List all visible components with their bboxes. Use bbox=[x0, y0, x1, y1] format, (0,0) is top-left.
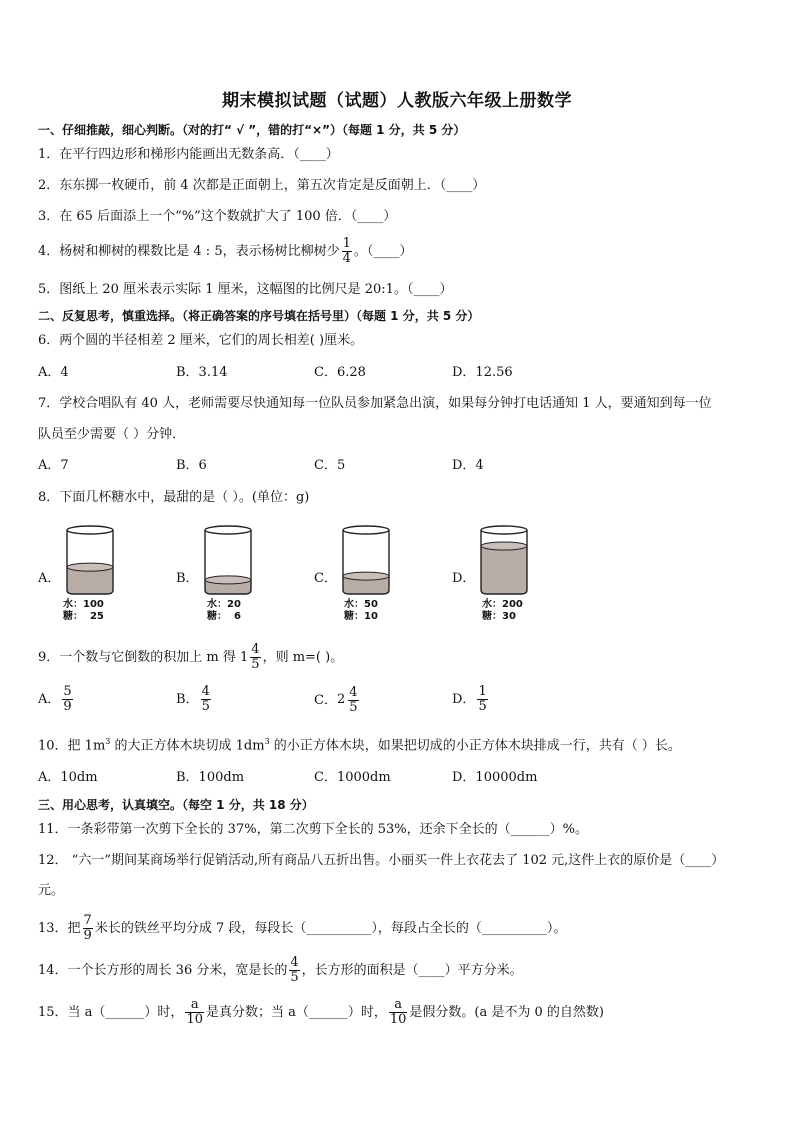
question-3: 3．在 65 后面添上一个“%”这个数就扩大了 100 倍．（____） bbox=[38, 209, 397, 224]
beaker-d bbox=[476, 524, 534, 600]
question-12-line-2: 元。 bbox=[38, 883, 65, 898]
liquid-surface bbox=[205, 576, 251, 584]
q9-option-d: D． $\frac{1}{5}$ bbox=[452, 684, 487, 714]
fraction: $\frac{a}{10}$ bbox=[186, 997, 203, 1027]
question-12-line-1: 12． “六一”期间某商场举行促销活动,所有商品八五折出售。小丽买一件上衣花去了 102 元,这件上衣的原价是（____） bbox=[38, 853, 725, 868]
beaker-rim bbox=[481, 526, 527, 534]
q9-option-a: A． $\frac{5}{9}$ bbox=[38, 684, 72, 714]
cup-b-label: B． bbox=[176, 571, 199, 586]
q10-option-b: B．100dm bbox=[176, 770, 245, 785]
question-8: 8．下面几杯糖水中，最甜的是（ ）。(单位：g) bbox=[38, 490, 310, 505]
beaker-c bbox=[338, 524, 396, 600]
fraction: $\frac{1}{4}$ bbox=[342, 236, 351, 266]
question-14: 14．一个长方形的周长 36 分米，宽是长的 $\frac{4}{5}$ ，长方形的面积是（____）平方分米。 bbox=[38, 955, 523, 985]
beaker-rim bbox=[67, 526, 113, 534]
cup-d-label: D． bbox=[452, 571, 476, 586]
question-11: 11．一条彩带第一次剪下全长的 37%，第二次剪下全长的 53%，还余下全长的（______）%。 bbox=[38, 822, 588, 837]
fraction: $\frac{4}{5}$ bbox=[201, 684, 210, 714]
section-heading-1: 一、仔细推敲，细心判断。（对的打“ √ ”，错的打“×”）（每题 1 分，共 5 分） bbox=[38, 123, 466, 137]
q10-option-c: C．1000dm bbox=[314, 770, 391, 785]
q6-option-b: B．3.14 bbox=[176, 365, 228, 380]
question-4-tail: 。（____） bbox=[353, 244, 413, 259]
question-5: 5．图纸上 20 厘米表示实际 1 厘米，这幅图的比例尺是 20:1。（____） bbox=[38, 282, 453, 297]
section-heading-2: 二、反复思考，慎重选择。（将正确答案的序号填在括号里）（每题 1 分，共 5 分） bbox=[38, 309, 480, 323]
page-title: 期末模拟试题（试题）人教版六年级上册数学 bbox=[222, 91, 572, 111]
question-9-text: 9．一个数与它倒数的积加上 m 得 1 bbox=[38, 650, 249, 665]
q10-option-a: A．10dm bbox=[38, 770, 98, 785]
liquid-surface bbox=[343, 572, 389, 580]
question-10: 10．把 $1m^3$ 的大正方体木块切成 $1dm^3$ 的小正方体木块，如果把切成的小正方体木块排成一行，共有（ ）长。 bbox=[38, 737, 681, 754]
fraction: $\frac{4}{5}$ bbox=[251, 642, 260, 672]
q9-option-b: B． $\frac{4}{5}$ bbox=[176, 684, 210, 714]
question-15: 15．当 a（______）时， $\frac{a}{10}$ 是真分数；当 a（______）时， $\frac{a}{10}$ 是假分数。(a 是不为 0 的自然数) bbox=[38, 997, 604, 1027]
cup-b-info: 水：20 糖： 6 bbox=[207, 599, 241, 622]
cup-c-label: C． bbox=[314, 571, 337, 586]
fraction: $\frac{4}{5}$ bbox=[290, 955, 299, 985]
q10-option-d: D．10000dm bbox=[452, 770, 538, 785]
question-4 bbox=[38, 236, 412, 268]
q7-option-a: A．7 bbox=[38, 458, 69, 473]
beaker-rim bbox=[205, 526, 251, 534]
liquid-surface bbox=[481, 542, 527, 550]
q6-option-c: C．6.28 bbox=[314, 365, 366, 380]
cup-a-label: A． bbox=[38, 571, 61, 586]
question-7-line-2: 队员至少需要（ ）分钟． bbox=[38, 427, 186, 442]
question-9-tail: ，则 m=( )。 bbox=[262, 650, 344, 665]
question-6: 6．两个圆的半径相差 2 厘米，它们的周长相差( )厘米。 bbox=[38, 333, 364, 348]
beaker-a bbox=[62, 524, 120, 600]
q7-option-c: C．5 bbox=[314, 458, 346, 473]
liquid-surface bbox=[67, 563, 113, 571]
fraction: $\frac{1}{5}$ bbox=[478, 684, 487, 714]
section-heading-3: 三、用心思考，认真填空。（每空 1 分，共 18 分） bbox=[38, 798, 314, 812]
question-13: 13．把 $\frac{7}{9}$ 米长的铁丝平均分成 7 段，每段长（__________），每段占全长的（__________）。 bbox=[38, 913, 567, 943]
cup-c-info: 水：50 糖：10 bbox=[344, 599, 378, 622]
question-2: 2．东东掷一枚硬币，前 4 次都是正面朝上，第五次肯定是反面朝上．（____） bbox=[38, 178, 486, 193]
question-4-text: 4．杨树和柳树的棵数比是 4 : 5，表示杨树比柳树少 bbox=[38, 244, 340, 259]
sugar-water-liquid bbox=[481, 546, 527, 594]
fraction: $\frac{a}{10}$ bbox=[389, 997, 407, 1027]
fraction: $\frac{5}{9}$ bbox=[63, 684, 72, 714]
q9-option-c: C．2 $\frac{4}{5}$ bbox=[314, 684, 358, 715]
cup-d-info: 水：200 糖：30 bbox=[482, 599, 523, 622]
beaker-b bbox=[200, 524, 258, 600]
q6-option-a: A．4 bbox=[38, 365, 69, 380]
q6-option-d: D．12.56 bbox=[452, 365, 513, 380]
question-7-line-1: 7．学校合唱队有 40 人，老师需要尽快通知每一位队员参加紧急出演，如果每分钟打电话通知 1 人，要通知到每一位 bbox=[38, 396, 712, 411]
fraction: $\frac{7}{9}$ bbox=[83, 913, 92, 943]
question-9 bbox=[38, 640, 343, 676]
q7-option-d: D．4 bbox=[452, 458, 484, 473]
beaker-rim bbox=[343, 526, 389, 534]
fraction: $\frac{4}{5}$ bbox=[349, 684, 358, 715]
question-1: 1．在平行四边形和梯形内能画出无数条高．（____） bbox=[38, 147, 339, 162]
q7-option-b: B．6 bbox=[176, 458, 207, 473]
cup-a-info: 水：100 糖： 25 bbox=[63, 599, 104, 622]
